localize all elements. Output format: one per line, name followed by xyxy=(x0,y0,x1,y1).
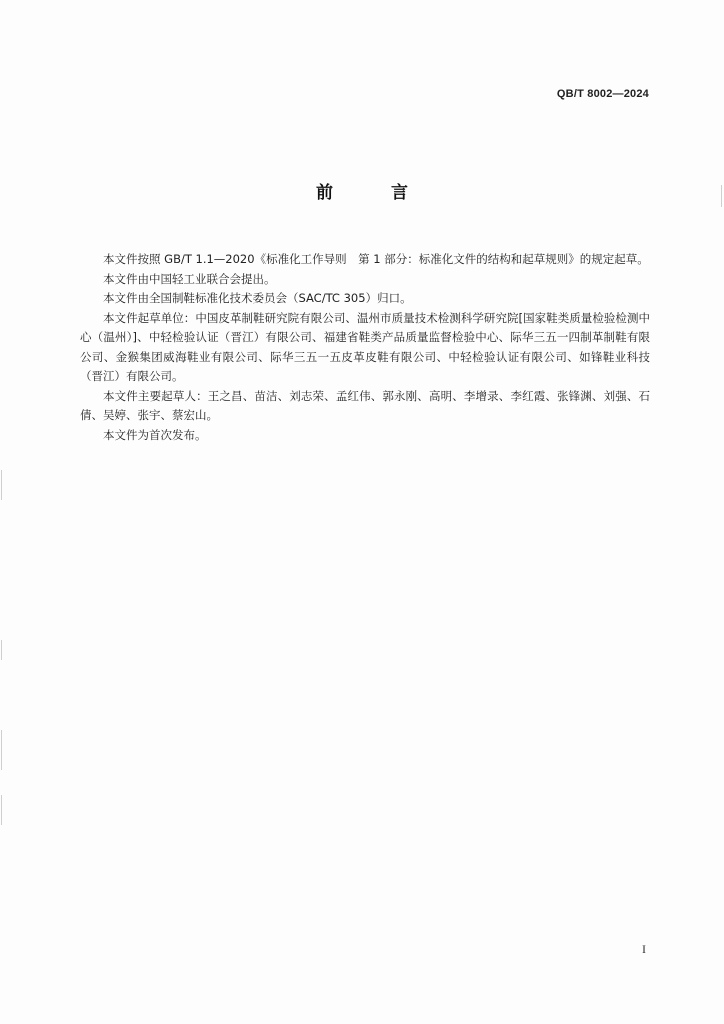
paragraph-drafting-units: 本文件起草单位：中国皮革制鞋研究院有限公司、温州市质量技术检测科学研究院[国家鞋类质量检验检测中心（温州）]、中轻检验认证（晋江）有限公司、福建省鞋类产品质量监督检验中心、际华三五一四制革制鞋有限公司、金猴集团威海鞋业有限公司、际华三五一五皮革皮鞋有限公司、中轻检验认证有限公司、如锋鞋业科技（晋江）有限公司。 xyxy=(80,310,650,383)
scan-edge-mark xyxy=(1,730,2,770)
paragraph-proposer: 本文件由中国轻工业联合会提出。 xyxy=(103,271,276,286)
scan-edge-mark xyxy=(1,470,2,500)
scan-edge-mark xyxy=(1,640,2,660)
paragraph-first-release: 本文件为首次发布。 xyxy=(103,427,207,442)
scan-edge-mark xyxy=(721,185,722,207)
document-code: QB/T 8002—2024 xyxy=(556,88,649,100)
page-title: 前 言 xyxy=(316,183,434,203)
page-number: I xyxy=(642,942,646,956)
scan-edge-mark xyxy=(1,795,2,825)
paragraph-administrator: 本文件由全国制鞋标准化技术委员会（SAC/TC 305）归口。 xyxy=(103,291,412,305)
paragraph-drafting-rules: 本文件按照 GB/T 1.1—2020《标准化工作导则 第 1 部分：标准化文件的结构和起草规则》的规定起草。 xyxy=(103,252,649,266)
foreword-body xyxy=(80,250,650,445)
paragraph-drafters: 本文件主要起草人：王之昌、苗洁、刘志荣、孟红伟、郭永刚、高明、李增录、李红霞、张锋渊、刘强、石倩、吴婷、张宇、蔡宏山。 xyxy=(80,388,650,422)
